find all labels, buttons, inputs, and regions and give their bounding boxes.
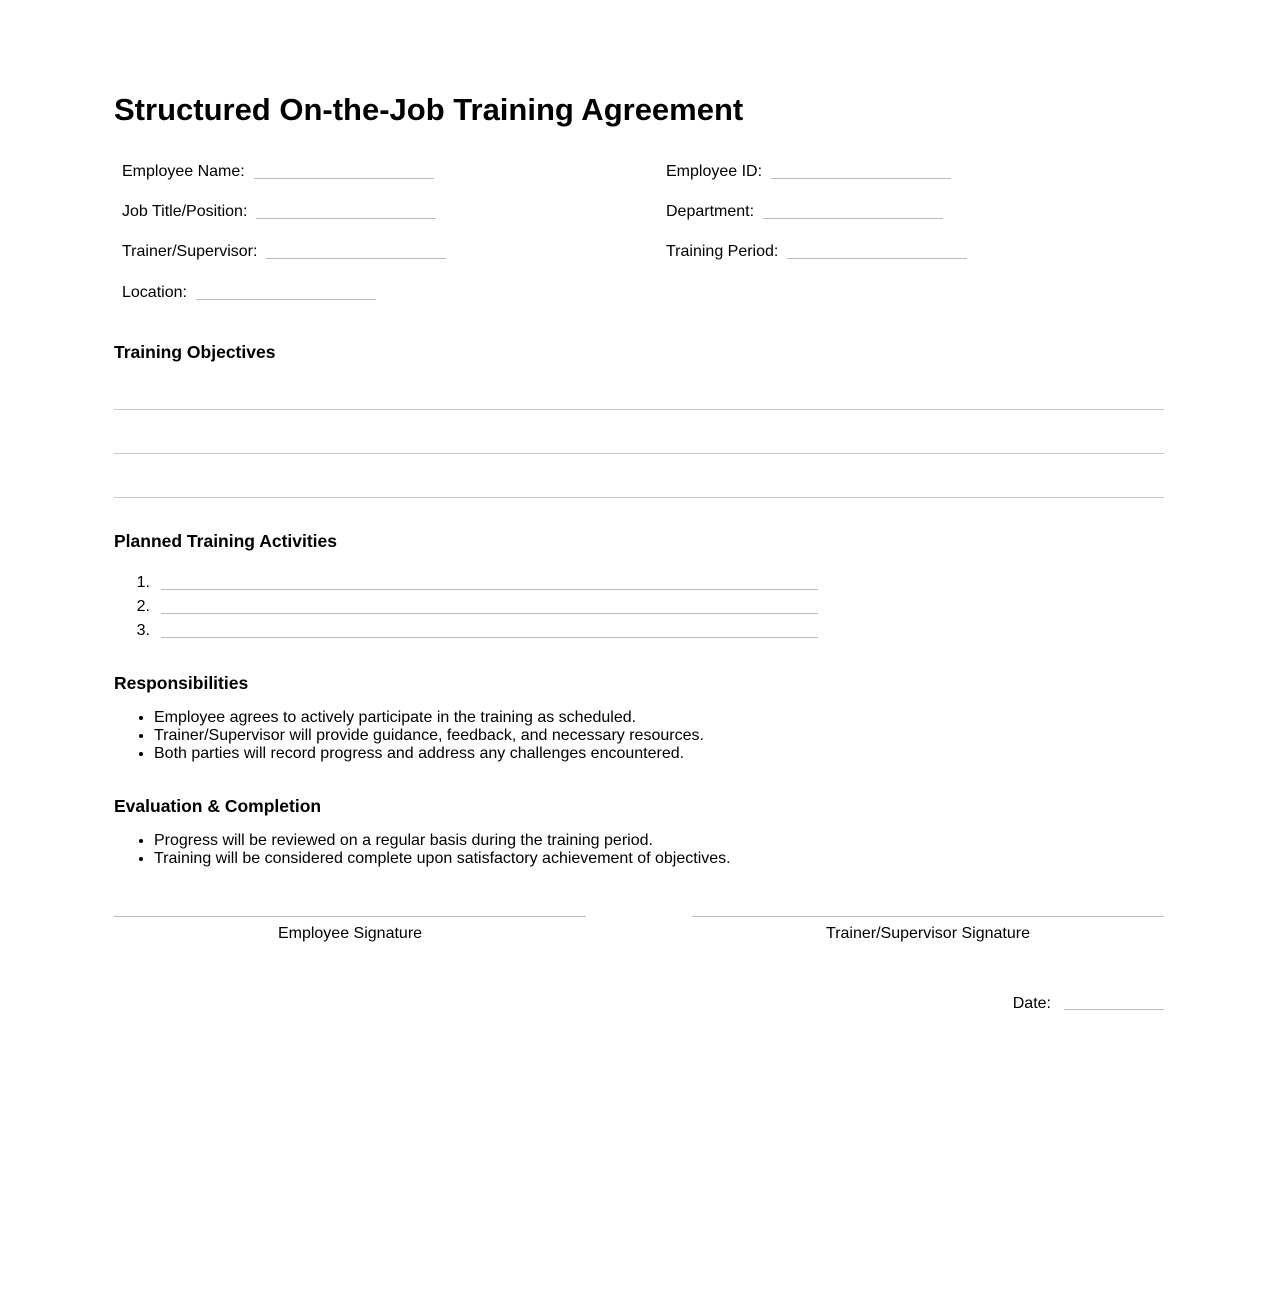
responsibilities-list [114, 709, 704, 763]
employee-name-input-line[interactable] [254, 178, 434, 179]
date-input-line[interactable] [1064, 1009, 1164, 1010]
department-input-line[interactable] [763, 218, 943, 219]
job-title-field [122, 202, 436, 222]
training-period-label: Training Period: [666, 243, 779, 260]
location-label: Location: [122, 284, 187, 301]
employee-signature-block [114, 916, 586, 944]
activity-input-line[interactable] [161, 637, 818, 638]
employee-id-label: Employee ID: [666, 163, 763, 180]
planned-activities-heading: Planned Training Activities [114, 531, 338, 551]
objective-line-1[interactable] [114, 409, 1164, 410]
date-label: Date: [1012, 995, 1051, 1012]
evaluation-heading: Evaluation & Completion [114, 796, 322, 816]
list-item: • Trainer/Supervisor will provide guidance, feedback, and necessary resources. [154, 727, 704, 745]
location-field [122, 283, 376, 303]
employee-id-input-line[interactable] [771, 178, 951, 179]
activity-input-line[interactable] [161, 589, 818, 590]
activity-item [114, 573, 818, 593]
employee-signature-line[interactable] [114, 916, 586, 917]
date-field [1013, 994, 1164, 1014]
employee-id-field [666, 162, 951, 182]
trainer-label: Trainer/Supervisor: [122, 243, 258, 260]
employee-name-label: Employee Name: [122, 163, 245, 180]
training-period-field [666, 242, 967, 262]
employee-name-field [122, 162, 434, 182]
trainer-field [122, 242, 446, 262]
trainer-signature-line[interactable] [692, 916, 1164, 917]
training-period-input-line[interactable] [787, 258, 967, 259]
department-field [666, 202, 943, 222]
objective-line-2[interactable] [114, 453, 1164, 454]
objective-line-3[interactable] [114, 497, 1164, 498]
activity-number: 3. [136, 622, 150, 639]
trainer-signature-caption: Trainer/Supervisor Signature [826, 925, 1030, 942]
activity-number: 1. [136, 574, 150, 591]
activity-input-line[interactable] [161, 613, 818, 614]
list-item: • Employee agrees to actively participate in the training as scheduled. [154, 709, 704, 727]
job-title-label: Job Title/Position: [122, 203, 248, 220]
activity-item [114, 597, 818, 617]
trainer-signature-block [692, 916, 1164, 944]
employee-signature-caption: Employee Signature [277, 925, 423, 942]
list-item: • Both parties will record progress and address any challenges encountered. [154, 745, 704, 763]
department-label: Department: [666, 203, 755, 220]
responsibilities-heading: Responsibilities [114, 673, 249, 693]
location-input-line[interactable] [196, 299, 376, 300]
job-title-input-line[interactable] [256, 218, 436, 219]
trainer-input-line[interactable] [266, 258, 446, 259]
training-objectives-heading: Training Objectives [114, 342, 276, 362]
evaluation-list [114, 832, 731, 868]
activity-number: 2. [136, 598, 150, 615]
document-title: Structured On-the-Job Training Agreement [114, 92, 744, 127]
activity-item [114, 621, 818, 641]
list-item: • Progress will be reviewed on a regular basis during the training period. [154, 832, 731, 850]
list-item: • Training will be considered complete upon satisfactory achievement of objectives. [154, 850, 731, 868]
